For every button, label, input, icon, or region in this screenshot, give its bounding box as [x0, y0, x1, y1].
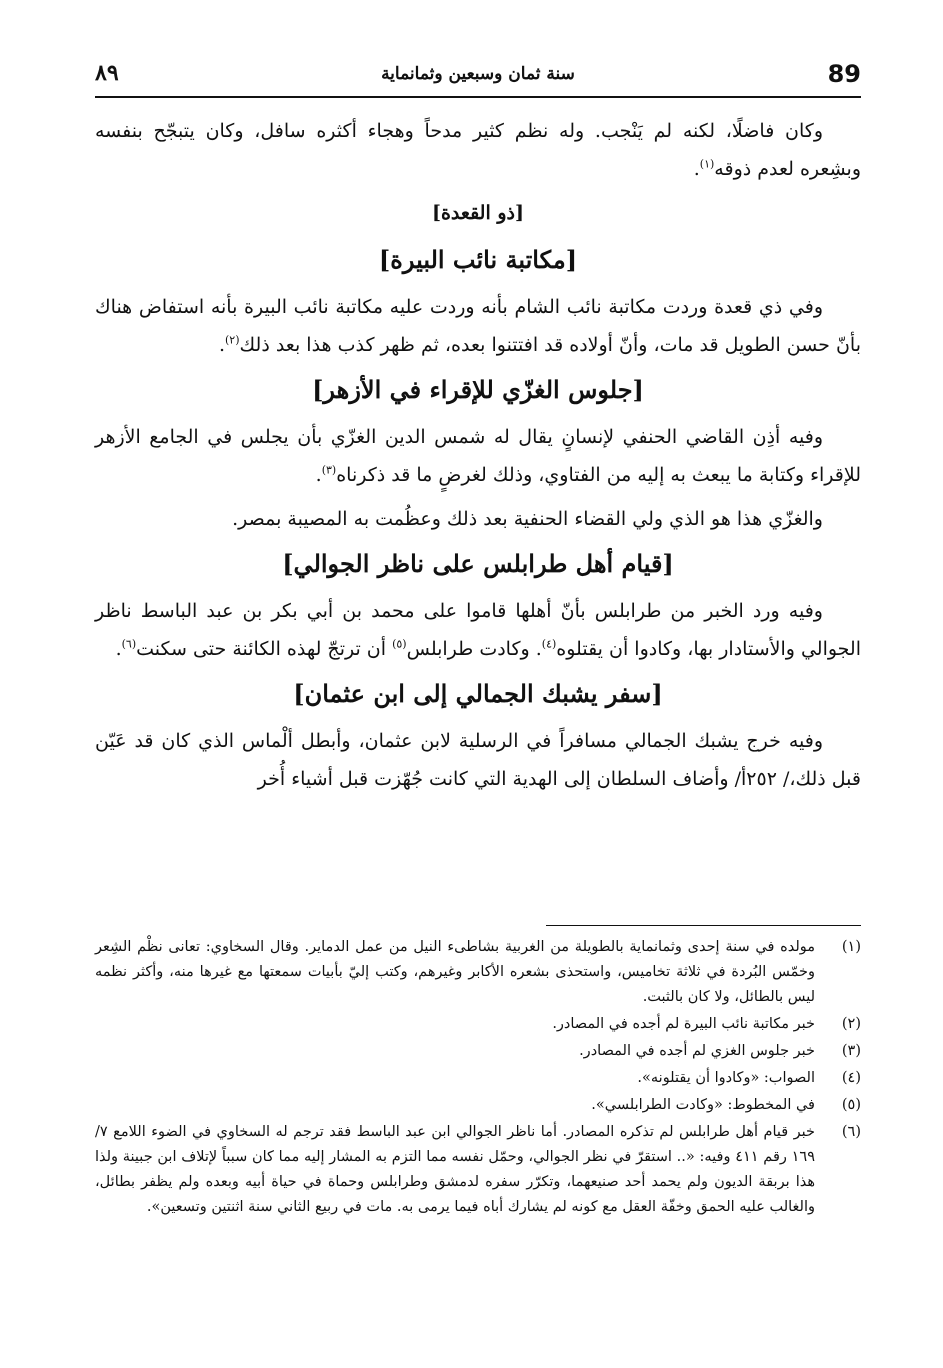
footnote-4: [95, 1066, 861, 1091]
footnote-ref-4[interactable]: (٤): [541, 637, 557, 651]
paragraph-1: وكان فاضلًا، لكنه لم يَنْجب. وله نظم كثير مدحاً وهجاء أكثره سافل، وكان يتبجّح بنفسه وبشِعره لعدم ذوقه$^{(١)}$.: [95, 120, 861, 180]
month-heading: [ذو القعدة]: [431, 202, 524, 224]
section-heading-2: [جلوس الغزّي للإقراء في الأزهر]: [312, 375, 644, 404]
paragraph-2: وفي ذي قعدة وردت مكاتبة نائب الشام بأنه وردت عليه مكاتبة نائب البيرة بأنه استفاض هناك بأنّ حسن الطويل قد مات، وأنّ أولاده قد افتتنوا بعده، ثم ظهر كذب هذا بعد ذلك$^{(٢)}$.: [95, 296, 861, 356]
footnote-3: [95, 1039, 861, 1064]
footnote-text: في المخطوط: «وكادت الطرابلسي».: [591, 1097, 815, 1113]
page-number-arabic: ٨٩: [95, 60, 119, 86]
footnotes: [95, 935, 861, 1222]
page-number-latin: 89: [827, 60, 861, 88]
paragraph-3: وفيه أذِن القاضي الحنفي لإنسانٍ يقال له شمس الدين الغزّي بأن يجلس في الجامع الأزهر للإقراء وكتابة ما يبعث به إليه من الفتاوي، وذلك لغرضٍ ما قد ذكرناه$^{(٣)}$.: [95, 426, 861, 486]
footnote-text: خبر مكاتبة نائب البيرة لم أجده في المصادر.: [552, 1016, 815, 1032]
footnote-number: (٢): [841, 1016, 861, 1032]
main-text: [95, 112, 861, 804]
footnote-number: (٤): [841, 1070, 861, 1086]
footnote-1: [95, 935, 861, 1010]
section-heading-1: [مكاتبة نائب البيرة]: [378, 245, 578, 274]
paragraph-4: والغزّي هذا هو الذي ولي القضاء الحنفية بعد ذلك وعظُمت به المصيبة بمصر.: [232, 508, 823, 530]
footnote-2: [95, 1012, 861, 1037]
footnote-ref-3[interactable]: (٣): [321, 463, 337, 477]
footnote-5: [95, 1093, 861, 1118]
paragraph-5: وفيه ورد الخبر من طرابلس بأنّ أهلها قاموا على محمد بن أبي بكر بن عبد الباسط ناظر الجوالي والأستادار بها، وكادوا أن يقتلوه$^{(٤)}$. وكادت طرابلس$^{(٥)}$ أن ترتجّ لهذه الكائنة حتى سكنت$^{(٦)}$.: [95, 600, 861, 660]
footnote-ref-5[interactable]: (٥): [392, 637, 407, 651]
footnote-number: (٣): [841, 1043, 861, 1059]
footnote-text: خبر قيام أهل طرابلس لم تذكره المصادر. أما ناظر الجوالي ابن عبد الباسط فقد ترجم له السخاوي في الضوء اللامع ٧/ ١٦٩ رقم ٤١١ وفيه: «.. استقرّ في نظر الجوالي، وحمّل نفسه مما التزم به المشار إليه مما كان سبباً لإتلاف ابن جبينة ولذا هذا بربقة الديون ولم يحمد أحد صنيعهما، وتكرّر سفره لدمشق وطرابلس وحماة في حياة أبيه وبعده ولم يظفر بطائل، والغالب عليه الحمق وخفّة العقل مع كونه لم يشارك أباه فيما يرمى به. مات في ربيع الثاني سنة اثنتين وتسعين».: [95, 1124, 815, 1215]
page-header: [95, 58, 861, 98]
footnote-text: الصواب: «وكادوا أن يقتلونه».: [637, 1070, 815, 1086]
footnote-text: مولده في سنة إحدى وثمانماية بالطويلة من الغربية بشاطىء النيل من عمل الدماير. وقال السخاوي: تعانى نظْم الشِعر وخمّس البُردة في ثلاثة تخاميس، واستحذى بشعره الأكابر وغيرهم، وكتب إليّ بأبيات سمعتها مع غيرها منه، وأكثر نظمه ليس بالطائل، ولا كان بالثبت.: [95, 939, 815, 1005]
footnote-ref-1[interactable]: (١): [699, 157, 715, 171]
footnote-6: [95, 1120, 861, 1220]
section-heading-4: [سفر يشبك الجمالي إلى ابن عثمان]: [293, 679, 663, 708]
footnote-ref-2[interactable]: (٢): [225, 333, 240, 347]
footnote-separator: [546, 925, 861, 926]
running-title: سنة ثمان وسبعين وثمانماية: [381, 64, 575, 84]
footnote-text: خبر جلوس الغزي لم أجده في المصادر.: [579, 1043, 815, 1059]
footnote-ref-6[interactable]: (٦): [121, 637, 137, 651]
footnote-number: (١): [841, 939, 861, 955]
footnote-number: (٥): [841, 1097, 861, 1113]
section-heading-3: [قيام أهل طرابلس على ناظر الجوالي]: [282, 549, 674, 578]
paragraph-6: وفيه خرج يشبك الجمالي مسافراً في الرسلية لابن عثمان، وأبطل ألْماس الذي كان قد عَيّن قبل ذلك،/ ٢٥٢أ/ وأضاف السلطان إلى الهدية التي كانت جُهّزت قبل أشياء أُخر: [95, 730, 861, 790]
footnote-number: (٦): [841, 1124, 861, 1140]
